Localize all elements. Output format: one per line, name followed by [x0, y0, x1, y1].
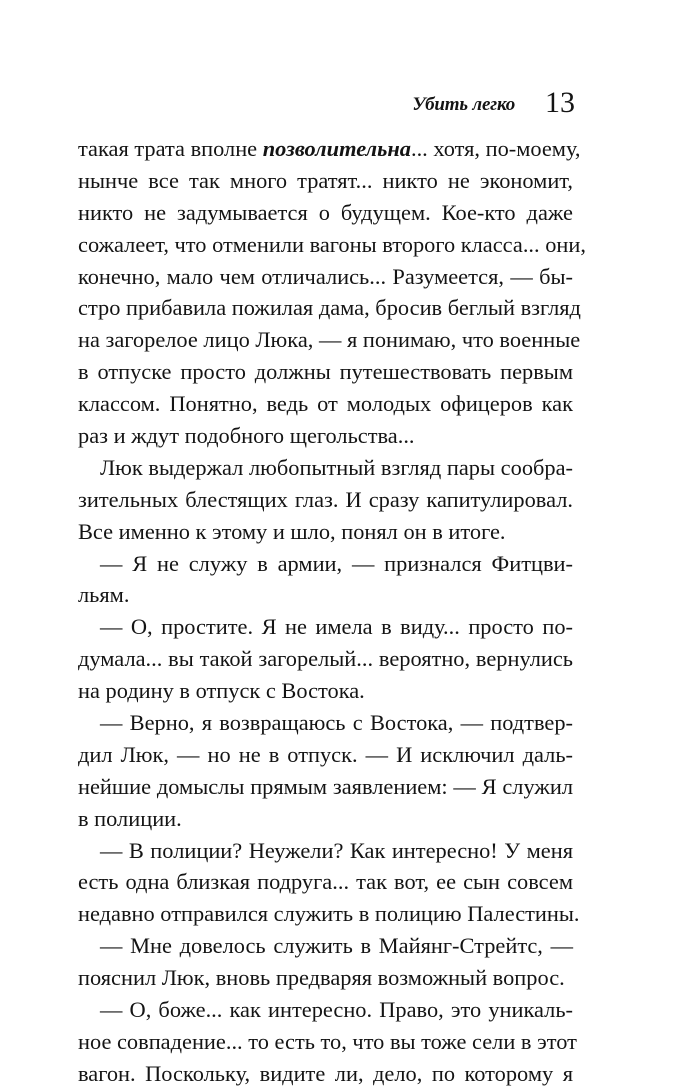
text-segment: нынче все так много тратят... никто не экономит, [78, 167, 573, 193]
text-line [78, 197, 573, 229]
text-line [78, 292, 581, 324]
text-segment: Все именно к этому и шло, понял он в итоге. [78, 518, 506, 544]
emphasized-text: позволительна [262, 136, 411, 161]
text-line [78, 579, 573, 611]
text-segment: — Я не служу в армии, — признался Фитцви- [100, 550, 573, 576]
text-line [78, 866, 573, 898]
text-segment: на родину в отпуск с Востока. [78, 678, 365, 704]
text-segment: есть одна близкая подруга... так вот, ее сын совсем [78, 869, 573, 895]
body-text [78, 133, 586, 1090]
text-segment: — Верно, я возвращаюсь с Востока, — подтвер- [100, 710, 573, 736]
text-line [78, 484, 573, 516]
text-line [78, 229, 586, 261]
text-segment: стро прибавила пожилая дама, бросив беглый взгляд [78, 295, 581, 321]
text-line [78, 261, 573, 293]
text-line [78, 165, 573, 197]
text-segment: — Мне довелось служить в Майянг-Стрейтс, — [100, 933, 573, 959]
text-segment: думала... вы такой загорелый... вероятно, вернулись [78, 646, 573, 672]
text-segment: вагон. Поскольку, видите ли, дело, по которому я [78, 1060, 573, 1086]
text-segment: Люк выдержал любопытный взгляд пары сообра- [100, 454, 573, 480]
text-segment: в полиции. [78, 805, 182, 831]
text-line [78, 803, 573, 835]
text-line [78, 707, 573, 739]
text-segment: — В полиции? Неужели? Как интересно! У меня [100, 837, 573, 863]
text-segment: дил Люк, — но не в отпуск. — И исключил даль- [78, 741, 573, 767]
text-segment: сожалеет, что отменили вагоны второго класса... они, [78, 231, 586, 257]
text-segment: недавно отправился служить в полицию Палестины. [78, 901, 580, 927]
text-line [78, 133, 581, 165]
text-line [78, 835, 573, 867]
text-line [78, 643, 573, 675]
text-segment: пояснил Люк, вновь предваряя возможный вопрос. [78, 965, 565, 991]
text-line [78, 1058, 573, 1090]
text-line [78, 739, 573, 771]
text-segment: никто не задумывается о будущем. Кое-кто даже [78, 199, 573, 225]
running-title: Убить легко [412, 94, 515, 115]
text-line [78, 324, 581, 356]
text-line [78, 962, 573, 994]
text-segment: зительных блестящих глаз. И сразу капитулировал. [78, 486, 573, 512]
text-segment: на загорелое лицо Люка, — я понимаю, что военные [78, 327, 581, 353]
text-line [78, 771, 573, 803]
text-line [78, 611, 573, 643]
text-line [78, 420, 573, 452]
text-segment: — О, простите. Я не имела в виду... просто по- [100, 614, 573, 640]
text-segment: ное совпадение... то есть то, что вы тоже сели в этот [78, 1028, 577, 1054]
text-line [78, 548, 573, 580]
text-line [78, 356, 573, 388]
text-segment: классом. Понятно, ведь от молодых офицеров как [78, 391, 573, 417]
text-segment: конечно, мало чем отличались... Разумеется, — бы- [78, 263, 573, 289]
text-line [78, 898, 580, 930]
text-line [78, 675, 573, 707]
text-line [78, 930, 573, 962]
text-segment: в отпуске просто должны путешествовать первым [78, 359, 573, 385]
text-line [78, 1026, 577, 1058]
text-segment: такая трата вполне [78, 136, 263, 161]
text-segment: раз и ждут подобного щегольства... [78, 423, 415, 449]
text-segment: льям. [78, 582, 130, 608]
page-number: 13 [545, 86, 575, 119]
text-line [78, 388, 573, 420]
text-segment: — О, боже... как интересно. Право, это уникаль- [100, 997, 573, 1023]
text-line [78, 452, 573, 484]
text-segment: нейшие домыслы прямым заявлением: — Я служил [78, 773, 573, 799]
text-line [78, 516, 573, 548]
text-segment: ... хотя, по-моему, [410, 136, 581, 161]
text-line [78, 994, 573, 1026]
page-header [412, 84, 575, 118]
